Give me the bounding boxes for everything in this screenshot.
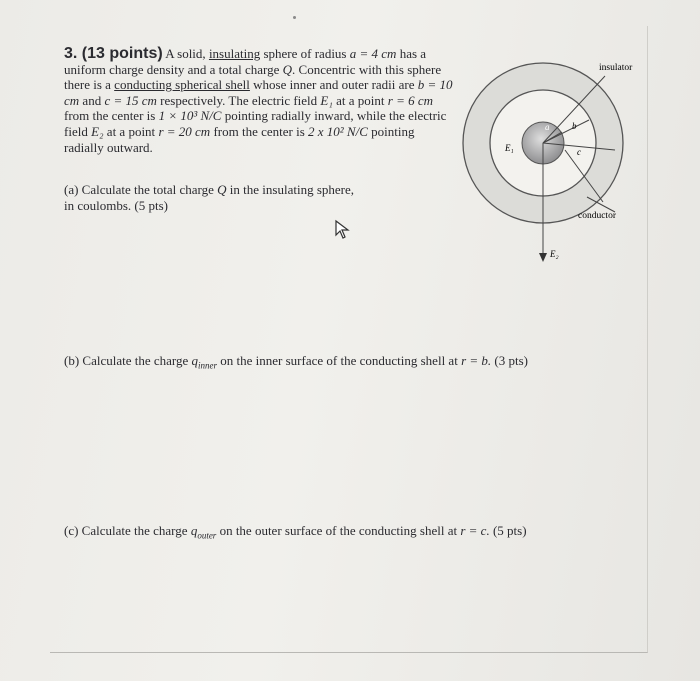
label-E1: E₁ xyxy=(505,143,514,153)
text: from the center is xyxy=(64,108,159,124)
E2-value: 2 x 10² N/C xyxy=(308,123,368,139)
problem-heading: 3. (13 points) xyxy=(64,45,163,62)
label-insulator: insulator xyxy=(599,63,633,73)
label-b: b xyxy=(572,121,577,131)
charge-q: q xyxy=(191,353,199,368)
condition: r = b. xyxy=(461,353,492,368)
text: on the inner surface of the conducting shell at xyxy=(217,353,462,368)
text: (a) Calculate the total charge xyxy=(64,182,218,197)
text: respectively. The electric field xyxy=(156,92,321,108)
problem-statement xyxy=(64,46,454,155)
text: A solid, xyxy=(162,46,209,61)
label-a: a xyxy=(545,122,550,132)
text: on the outer surface of the conducting shell at xyxy=(216,523,461,538)
field-E1: E₁ xyxy=(320,92,333,108)
text: (c) Calculate the charge xyxy=(64,523,191,538)
text: at a point xyxy=(332,92,388,108)
conducting-shell-phrase: conducting spherical shell xyxy=(114,77,250,93)
radius-a: a = 4 cm xyxy=(349,46,397,61)
radius-b: b = 10 cm xyxy=(64,77,453,108)
points: (3 pts) xyxy=(491,353,528,368)
E2-arrowhead xyxy=(539,253,547,262)
text: pointing radially inward, while the electric field xyxy=(64,108,447,139)
points: (5 pts) xyxy=(489,523,527,538)
charge-q: q xyxy=(190,523,198,538)
E1-value: 1 × 10³ N/C xyxy=(158,108,222,124)
point-r2: r = 20 cm xyxy=(158,123,211,139)
text: from the center is xyxy=(210,123,309,139)
radius-c: c = 15 cm xyxy=(104,92,157,108)
text: pointing radially outward. xyxy=(64,123,415,155)
insulating-word: insulating xyxy=(208,46,261,61)
part-b-question xyxy=(64,353,604,374)
label-E2: E₂ xyxy=(550,249,559,259)
text: whose inner and outer radii are xyxy=(249,77,418,93)
label-c: c xyxy=(577,147,581,157)
text: has a uniform charge density and a total charge xyxy=(64,46,427,77)
text: in the insulating sphere, in coulombs. (5 pts) xyxy=(64,182,354,213)
text: sphere of radius xyxy=(260,46,350,61)
part-a-question xyxy=(64,182,364,213)
part-c-question xyxy=(64,523,604,544)
text: and xyxy=(79,92,105,108)
sphere-shell-diagram xyxy=(455,50,655,275)
point-r1: r = 6 cm xyxy=(387,92,434,108)
subscript: outer xyxy=(197,530,217,541)
condition: r = c. xyxy=(460,523,490,538)
mouse-cursor-icon xyxy=(333,218,353,240)
charge-Q: Q xyxy=(282,61,293,77)
text: at a point xyxy=(103,123,159,139)
text: (b) Calculate the charge xyxy=(64,353,192,368)
label-conductor: conductor xyxy=(578,211,616,221)
speck xyxy=(293,16,296,19)
charge-Q: Q xyxy=(217,182,227,197)
text: . Concentric with this sphere there is a xyxy=(64,61,442,93)
subscript: inner xyxy=(198,360,218,371)
field-E2: E₂ xyxy=(91,123,104,139)
